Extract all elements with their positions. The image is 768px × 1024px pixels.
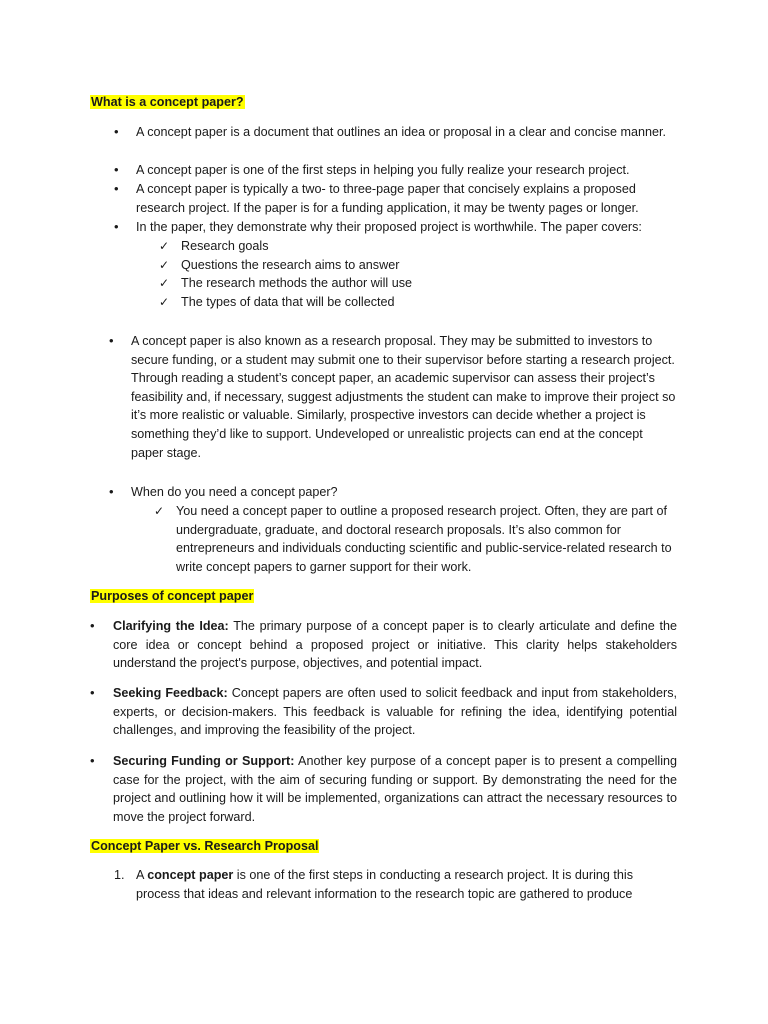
sub-list-item: You need a concept paper to outline a proposed research project. Often, they are part of undergraduate, graduate, and doctoral research proposals. It’s also common for entrepreneurs and individuals conducting scientific and public-service-related research to write concept papers to garner support for their work. (176, 504, 672, 574)
bullet-icon: • (90, 685, 95, 700)
list-item: A concept paper is a document that outlines an idea or proposal in a clear and concise manner. (136, 125, 666, 139)
purpose-term: Clarifying the Idea: (113, 619, 229, 633)
purpose-term: Securing Funding or Support: (113, 754, 295, 768)
checkmark-icon: ✓ (159, 258, 170, 272)
checkmark-icon: ✓ (159, 295, 170, 309)
bullet-icon: • (114, 181, 119, 196)
bullet-icon: • (90, 618, 95, 633)
section-heading-purposes: Purposes of concept paper (91, 589, 254, 603)
purpose-item (113, 752, 677, 826)
bullet-icon: • (109, 484, 114, 499)
checkmark-icon: ✓ (159, 276, 170, 290)
sub-list-item: The types of data that will be collected (181, 295, 395, 309)
purpose-text: Another key purpose of a concept paper is to present a compelling case for the project, with the aim of securing funding or support. By demonstrating the need for the project and outlining how it will be implemented, organizations can attract the necessary resources to move the project forward. (113, 754, 678, 824)
section-heading-vs: Concept Paper vs. Research Proposal (91, 839, 319, 853)
checkmark-icon: ✓ (154, 504, 165, 518)
list-item: In the paper, they demonstrate why their proposed project is worthwhile. The paper covers: (136, 220, 642, 234)
purpose-item (113, 684, 677, 740)
list-item: A concept paper is also known as a research proposal. They may be submitted to investors to secure funding, or a student may submit one to their supervisor before starting a research project. Through reading a student’s concept paper, an academic supervisor can assess their project’s feasibility and, if necessary, suggest adjustments the student can make to improve their project so it’s more realistic or valuable. Similarly, prospective investors can decide whether a project is something they’d like to support. Undeveloped or unrealistic projects can end at the concept paper stage. (131, 334, 676, 460)
checkmark-icon: ✓ (159, 239, 170, 253)
purpose-item (113, 617, 677, 673)
sub-list-item: Questions the research aims to answer (181, 258, 400, 272)
numbered-item: A concept paper is one of the first steps in conducting a research project. It is during this process that ideas and relevant information to the research topic are gathered to produce (136, 868, 634, 901)
list-item: When do you need a concept paper? (131, 485, 338, 499)
sub-list-item: The research methods the author will use (181, 276, 413, 290)
sub-list-item: Research goals (181, 239, 269, 253)
bullet-icon: • (90, 753, 95, 768)
bullet-icon: • (109, 333, 114, 348)
purpose-term: Seeking Feedback: (113, 686, 228, 700)
list-item: A concept paper is typically a two- to three-page paper that concisely explains a proposed research project. If the paper is for a funding application, it may be twenty pages or longer. (136, 182, 639, 215)
section-heading-what-is: What is a concept paper? (91, 95, 244, 109)
list-item: A concept paper is one of the first steps in helping you fully realize your research project. (136, 163, 630, 177)
bullet-icon: • (114, 219, 119, 234)
list-number: 1. (114, 868, 125, 882)
purpose-text: Concept papers are often used to solicit feedback and input from stakeholders, experts, or decision-makers. This feedback is valuable for refining the idea, identifying potential challenges, and improving the feasibility of the project. (113, 686, 677, 738)
bullet-icon: • (114, 124, 119, 139)
purpose-text: The primary purpose of a concept paper is to clearly articulate and define the core idea or concept behind a proposed project or initiative. This clarity helps stakeholders understand the project's purpose, objectives, and potential impact. (113, 619, 677, 671)
bullet-icon: • (114, 162, 119, 177)
term-concept-paper: concept paper (147, 868, 234, 882)
